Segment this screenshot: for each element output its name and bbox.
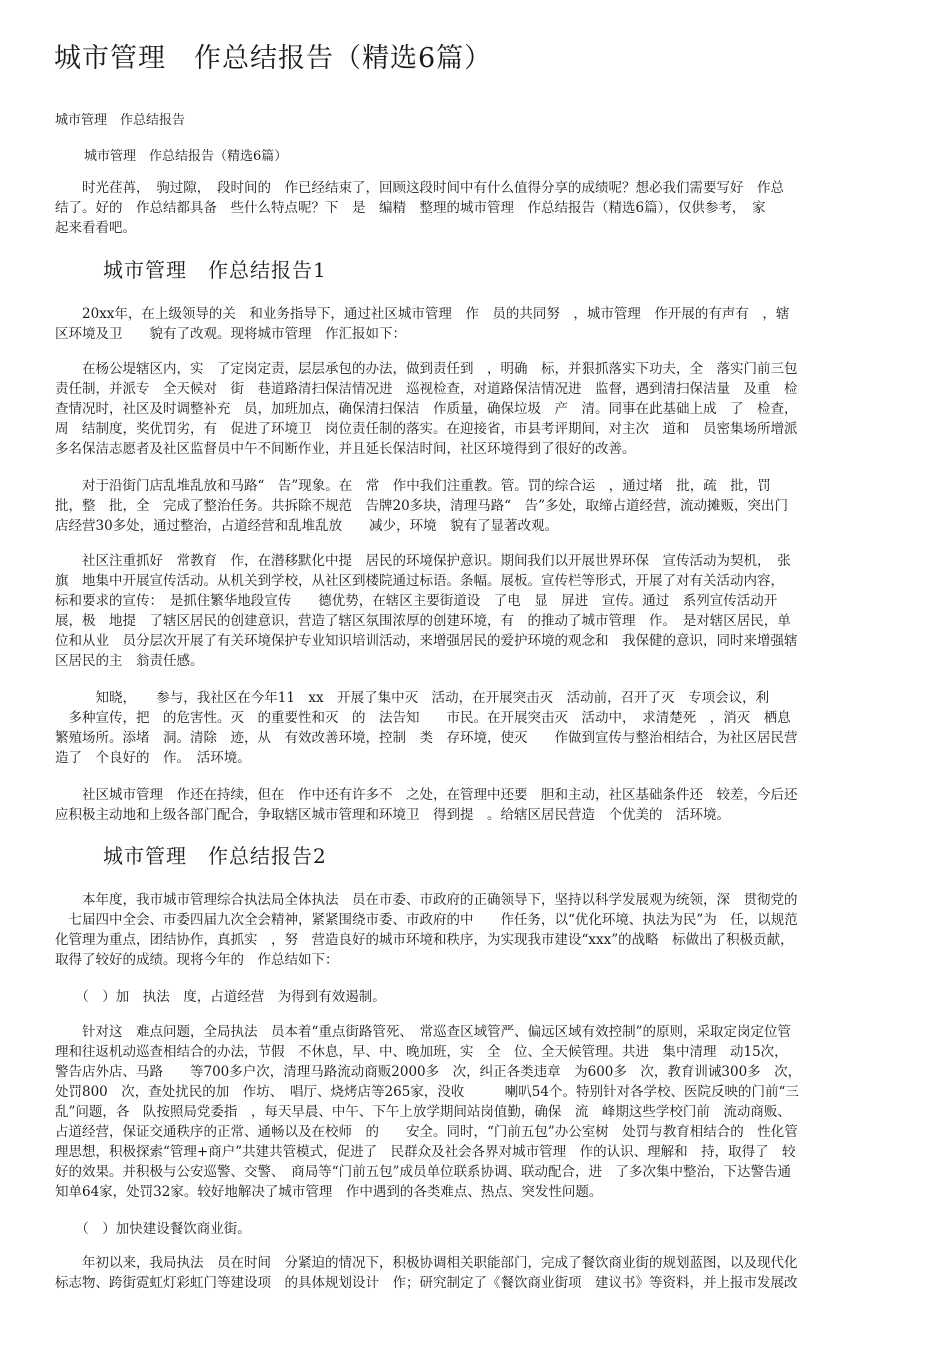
text-line: （ ）加 执法 度，占道经营 为得到有效遏制。 — [55, 989, 386, 1005]
text-line: 区环境及卫 貌有了改观。现将城市管理 作汇报如下： — [55, 326, 406, 342]
text-line: 年初以来，我局执法 员在时间 分紧迫的情况下，积极协调相关职能部门，完成了餐饮商业街的规划蓝图，以及现代化 — [55, 1255, 798, 1271]
section-1-paragraph-1 — [55, 304, 897, 344]
section-2-paragraph-1 — [55, 890, 897, 970]
text-line: 标志物、跨街霓虹灯彩虹门等建设项 的具体规划设计 作；研究制定了《餐饮商业街项 建议书》等资料，并上报市发展改 — [55, 1275, 798, 1291]
text-line: 区居民的主 翁责任感。 — [55, 653, 204, 669]
text-line: 时光荏苒， 驹过隙， 段时间的 作已经结束了，回顾这段时间中有什么值得分享的成绩呢？想必我们需要写好 作总 — [55, 180, 784, 196]
text-line: 起来看看吧。 — [55, 220, 136, 236]
text-line: 责任制，并派专 全天候对 街 巷道路清扫保洁情况进 巡视检查，对道路保洁情况进 监督，遇到清扫保洁量 及重 检 — [55, 381, 798, 397]
document-subtitle-full: 城市管理 作总结报告（精选6篇） — [84, 149, 288, 164]
section-1-paragraph-2 — [55, 359, 897, 459]
section-1-paragraph-3 — [55, 476, 897, 536]
intro-paragraph — [55, 178, 897, 238]
text-line: 旗 地集中开展宣传活动。从机关到学校，从社区到楼院通过标语。条幅。展板。宣传栏等形式，开展了对有关活动内容， — [55, 573, 784, 589]
text-line: 针对这 难点问题，全局执法 员本着“重点街路管死、 常巡查区域管严、偏远区域有效控制”的原则，采取定岗定位管 — [55, 1024, 792, 1040]
text-line: 本年度，我市城市管理综合执法局全体执法 员在市委、市政府的正确领导下，坚持以科学发展观为统领，深 贯彻党的 — [55, 892, 798, 908]
text-line: 理思想，积极探索“管理+商户”共建共管模式，促进了 民群众及社会各界对城市管理 作的认识、理解和 持，取得了 较 — [55, 1144, 796, 1160]
text-line: 位和从业 员分层次开展了有关环境保护专业知识培训活动，来增强居民的爱护环境的观念和 我保健的意识，同时来增强辖 — [55, 633, 798, 649]
text-line: 多种宣传，把 的危害性。灭 的重要性和灭 的 法告知 市民。在开展突击灭 活动中， 求清楚死 ，消灭 栖息 — [55, 710, 791, 726]
section-2-heading: 城市管理 作总结报告2 — [103, 844, 327, 868]
text-line: 展，极 地提 了辖区居民的创建意识，营造了辖区氛围浓厚的创建环境，有 的推动了城市管理 作。 是对辖区居民，单 — [55, 613, 791, 629]
text-line: 理和往返机动巡查相结合的办法，节假 不休息，早、中、晚加班，实 全 位、全天候管理。共进 集中清理 动15次， — [55, 1044, 788, 1060]
document-title: 城市管理 作总结报告（精选6篇） — [54, 43, 493, 74]
text-line: 店经营30多处，通过整治，占道经营和乱堆乱放 减少，环境 貌有了显著改观。 — [55, 518, 559, 534]
section-1-heading: 城市管理 作总结报告1 — [103, 258, 327, 282]
text-line: 社区城市管理 作还在持续，但在 作中还有许多不 之处，在管理中还要 胆和主动，社区基础条件还 较差，今后还 — [55, 787, 798, 803]
text-line: 造了 个良好的 作。 活环境。 — [55, 750, 251, 766]
text-line: 周 结制度，奖优罚劣，有 促进了环境卫 岗位责任制的落实。在迎接省，市县考评期间，对主次 道和 员密集场所增派 — [55, 421, 798, 437]
text-line: 占道经营，保证交通秩序的正常、通畅以及在校师 的 安全。同时，“门前五包”办公室树 处罚与教育相结合的 性化管 — [55, 1124, 798, 1140]
text-line: 多名保洁志愿者及社区监督员中午不间断作业，并且延长保洁时间，社区环境得到了很好的改善。 — [55, 441, 636, 457]
text-line: 警告店外店、马路 等700多户次，清理马路流动商贩2000多 次，纠正各类违章 为600多 次，教育训诫300多 次， — [55, 1064, 802, 1080]
text-line: 对于沿街门店乱堆乱放和马路“ 告”现象。在 常 作中我们注重教。管。罚的综合运 ，通过堵 批，疏 批，罚 — [55, 478, 771, 494]
text-line: 七届四中全会、市委四届九次全会精神，紧紧围绕市委、市政府的中 作任务，以“优化环境、执法为民”为 任，以规范 — [55, 912, 798, 928]
text-line: 批，整 批，全 完成了整治任务。共拆除不规范 告牌20多块，清理马路“ 告”多处，取缔占道经营，流动摊贩，突出门 — [55, 498, 788, 514]
text-line: 查情况时，社区及时调整补充 员，加班加点，确保清扫保洁 作质量，确保垃圾 产 清。同事在此基础上成 了 检查， — [55, 401, 798, 417]
text-line: 知晓， 参与，我社区在今年11 xx 开展了集中灭 活动，在开展突击灭 活动前，召开了灭 专项会议，利 — [55, 690, 770, 706]
text-line: 取得了较好的成绩。现将今年的 作总结如下： — [55, 952, 339, 968]
section-2-subheading-1 — [55, 987, 897, 1007]
text-line: 20xx年，在上级领导的关 和业务指导下，通过社区城市管理 作 员的共同努 ，城市管理 作开展的有声有 ，辖 — [55, 306, 790, 322]
text-line: 在杨公堤辖区内，实 了定岗定责，层层承包的办法，做到责任到 ，明确 标，并狠抓落实下功夫，全 落实门前三包 — [55, 361, 798, 377]
text-line: 处罚800 次，查处扰民的加 作坊、 唱厅、烧烤店等265家，没收 喇叭54个。特别针对各学校、医院反映的门前“三 — [55, 1084, 799, 1100]
text-line: 好的效果。并积极与公安巡警、交警、 商局等“门前五包”成员单位联系协调、联动配合，进 了多次集中整治，下达警告通 — [55, 1164, 792, 1180]
section-1-paragraph-4 — [55, 551, 897, 671]
text-line: 社区注重抓好 常教育 作，在潜移默化中提 居民的环境保护意识。期间我们以开展世界环保 宣传活动为契机， 张 — [55, 553, 791, 569]
section-1-paragraph-5 — [55, 688, 897, 768]
section-2-subheading-2 — [55, 1219, 897, 1239]
text-line: 应积极主动地和上级各部门配合，争取辖区城市管理和环境卫 得到提 。给辖区居民营造 个优美的 活环境。 — [55, 807, 730, 823]
text-line: 结了。好的 作总结都具备 些什么特点呢？下 是 编精 整理的城市管理 作总结报告（精选6篇），仅供参考， 家 — [55, 200, 766, 216]
text-line: 标和要求的宣传： 是抓住繁华地段宣传 德优势，在辖区主要街道设 了电 显 屏进 宣传。通过 系列宣传活动开 — [55, 593, 778, 609]
text-line: 知单64家，处罚32家。较好地解决了城市管理 作中遇到的各类难点、热点、突发性问题。 — [55, 1184, 603, 1200]
document-subtitle: 城市管理 作总结报告 — [55, 113, 186, 128]
text-line: 繁殖场所。添堵 洞。清除 迹，从 有效改善环境，控制 类 存环境，使灭 作做到宣传与整治相结合，为社区居民营 — [55, 730, 798, 746]
section-2-paragraph-2 — [55, 1022, 897, 1202]
section-2-paragraph-3 — [55, 1253, 897, 1293]
section-1-paragraph-6 — [55, 785, 897, 825]
text-line: 化管理为重点，团结协作，真抓实 ，努 营造良好的城市环境和秩序，为实现我市建设“xxx”的战略 标做出了积极贡献， — [55, 932, 794, 948]
text-line: （ ）加快建设餐饮商业街。 — [55, 1221, 251, 1237]
text-line: 乱”问题，各 队按照局党委指 ，每天早晨、中午、下午上放学期间站岗值勤，确保 流 峰期这些学校门前 流动商贩、 — [55, 1104, 791, 1120]
